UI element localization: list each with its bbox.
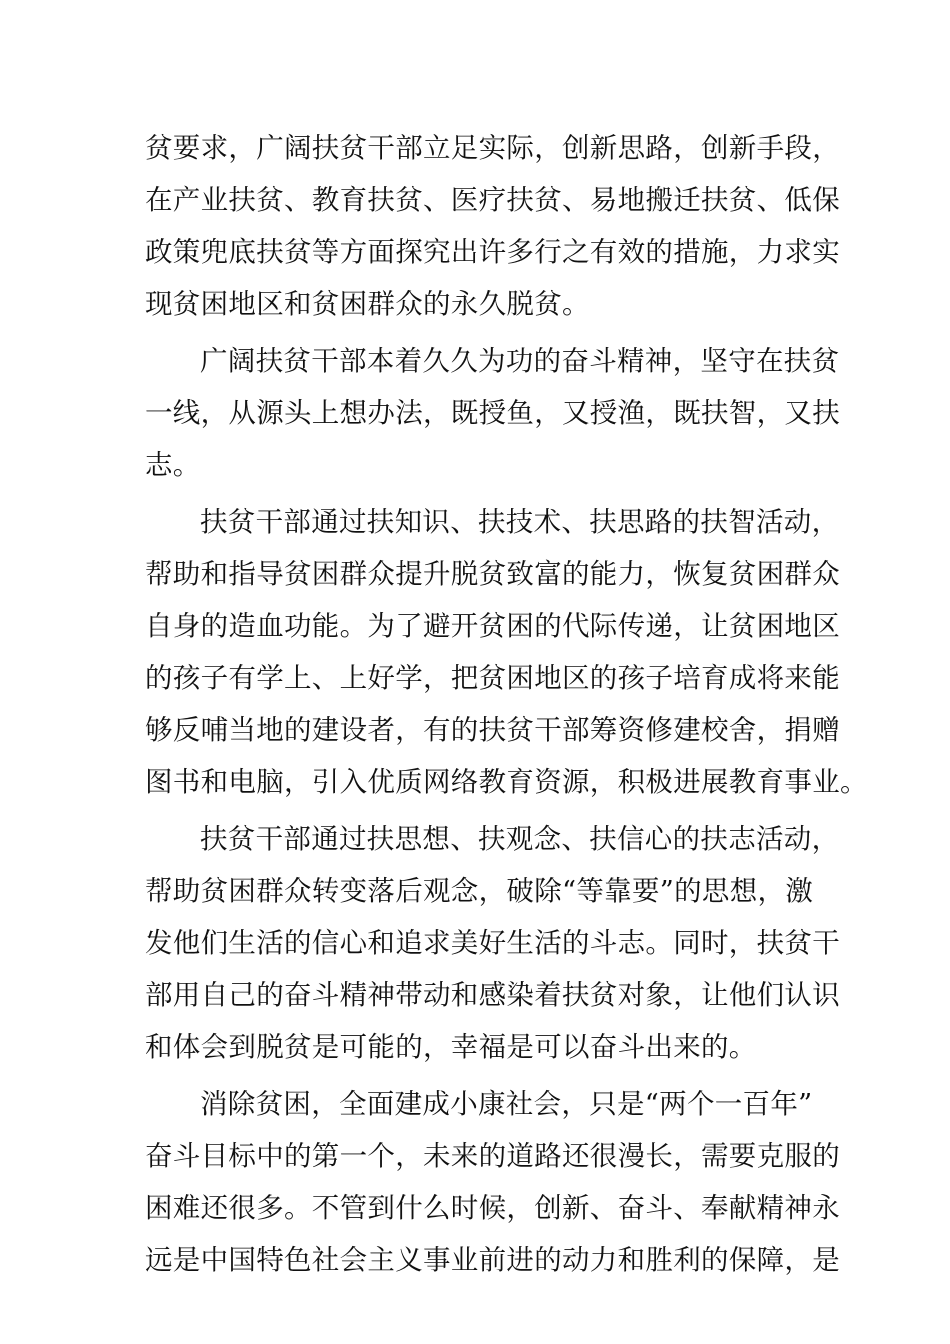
text-line: 远是中国特色社会主义事业前进的动力和胜利的保障，是 [145,1244,840,1276]
paragraph-2 [145,335,840,491]
text-line: 志。 [145,449,201,481]
text-line: 广阔扶贫干部本着久久为功的奋斗精神，坚守在扶贫 [200,345,840,377]
text-line: 政策兜底扶贫等方面探究出许多行之有效的措施，力求实 [145,236,840,268]
text-line: 扶贫干部通过扶思想、扶观念、扶信心的扶志活动， [200,823,840,855]
text-line: 部用自己的奋斗精神带动和感染着扶贫对象，让他们认识 [145,979,840,1011]
text-line: 帮助和指导贫困群众提升脱贫致富的能力，恢复贫困群众 [145,558,840,590]
text-line: 现贫困地区和贫困群众的永久脱贫。 [145,288,590,320]
text-line: 图书和电脑，引入优质网络教育资源，积极进展教育事业。 [145,766,868,798]
text-line: 够反哺当地的建设者，有的扶贫干部筹资修建校舍，捐赠 [145,714,840,746]
text-line: 自身的造血功能。为了避开贫困的代际传递，让贫困地区 [145,610,840,642]
text-line: 和体会到脱贫是可能的，幸福是可以奋斗出来的。 [145,1031,757,1063]
paragraph-3 [145,496,868,808]
text-line: 困难还很多。不管到什么时候，创新、奋斗、奉献精神永 [145,1192,840,1224]
document-body [145,122,868,1286]
paragraph-1 [145,122,840,330]
text-line: 消除贫困，全面建成小康社会，只是“两个一百年” [200,1088,813,1120]
text-line: 一线，从源头上想办法，既授鱼，又授渔，既扶智，又扶 [145,397,840,429]
paragraph-5 [145,1078,840,1286]
text-line: 奋斗目标中的第一个，未来的道路还很漫长，需要克服的 [145,1140,840,1172]
text-line: 扶贫干部通过扶知识、扶技术、扶思路的扶智活动， [200,506,840,538]
text-line: 贫要求，广阔扶贫干部立足实际，创新思路，创新手段， [145,132,840,164]
text-line: 帮助贫困群众转变落后观念，破除“等靠要”的思想，激 [145,875,814,907]
text-line: 在产业扶贫、教育扶贫、医疗扶贫、易地搬迁扶贫、低保 [145,184,840,216]
text-line: 的孩子有学上、上好学，把贫困地区的孩子培育成将来能 [145,662,840,694]
paragraph-4 [145,813,840,1073]
text-line: 发他们生活的信心和追求美好生活的斗志。同时，扶贫干 [145,927,840,959]
